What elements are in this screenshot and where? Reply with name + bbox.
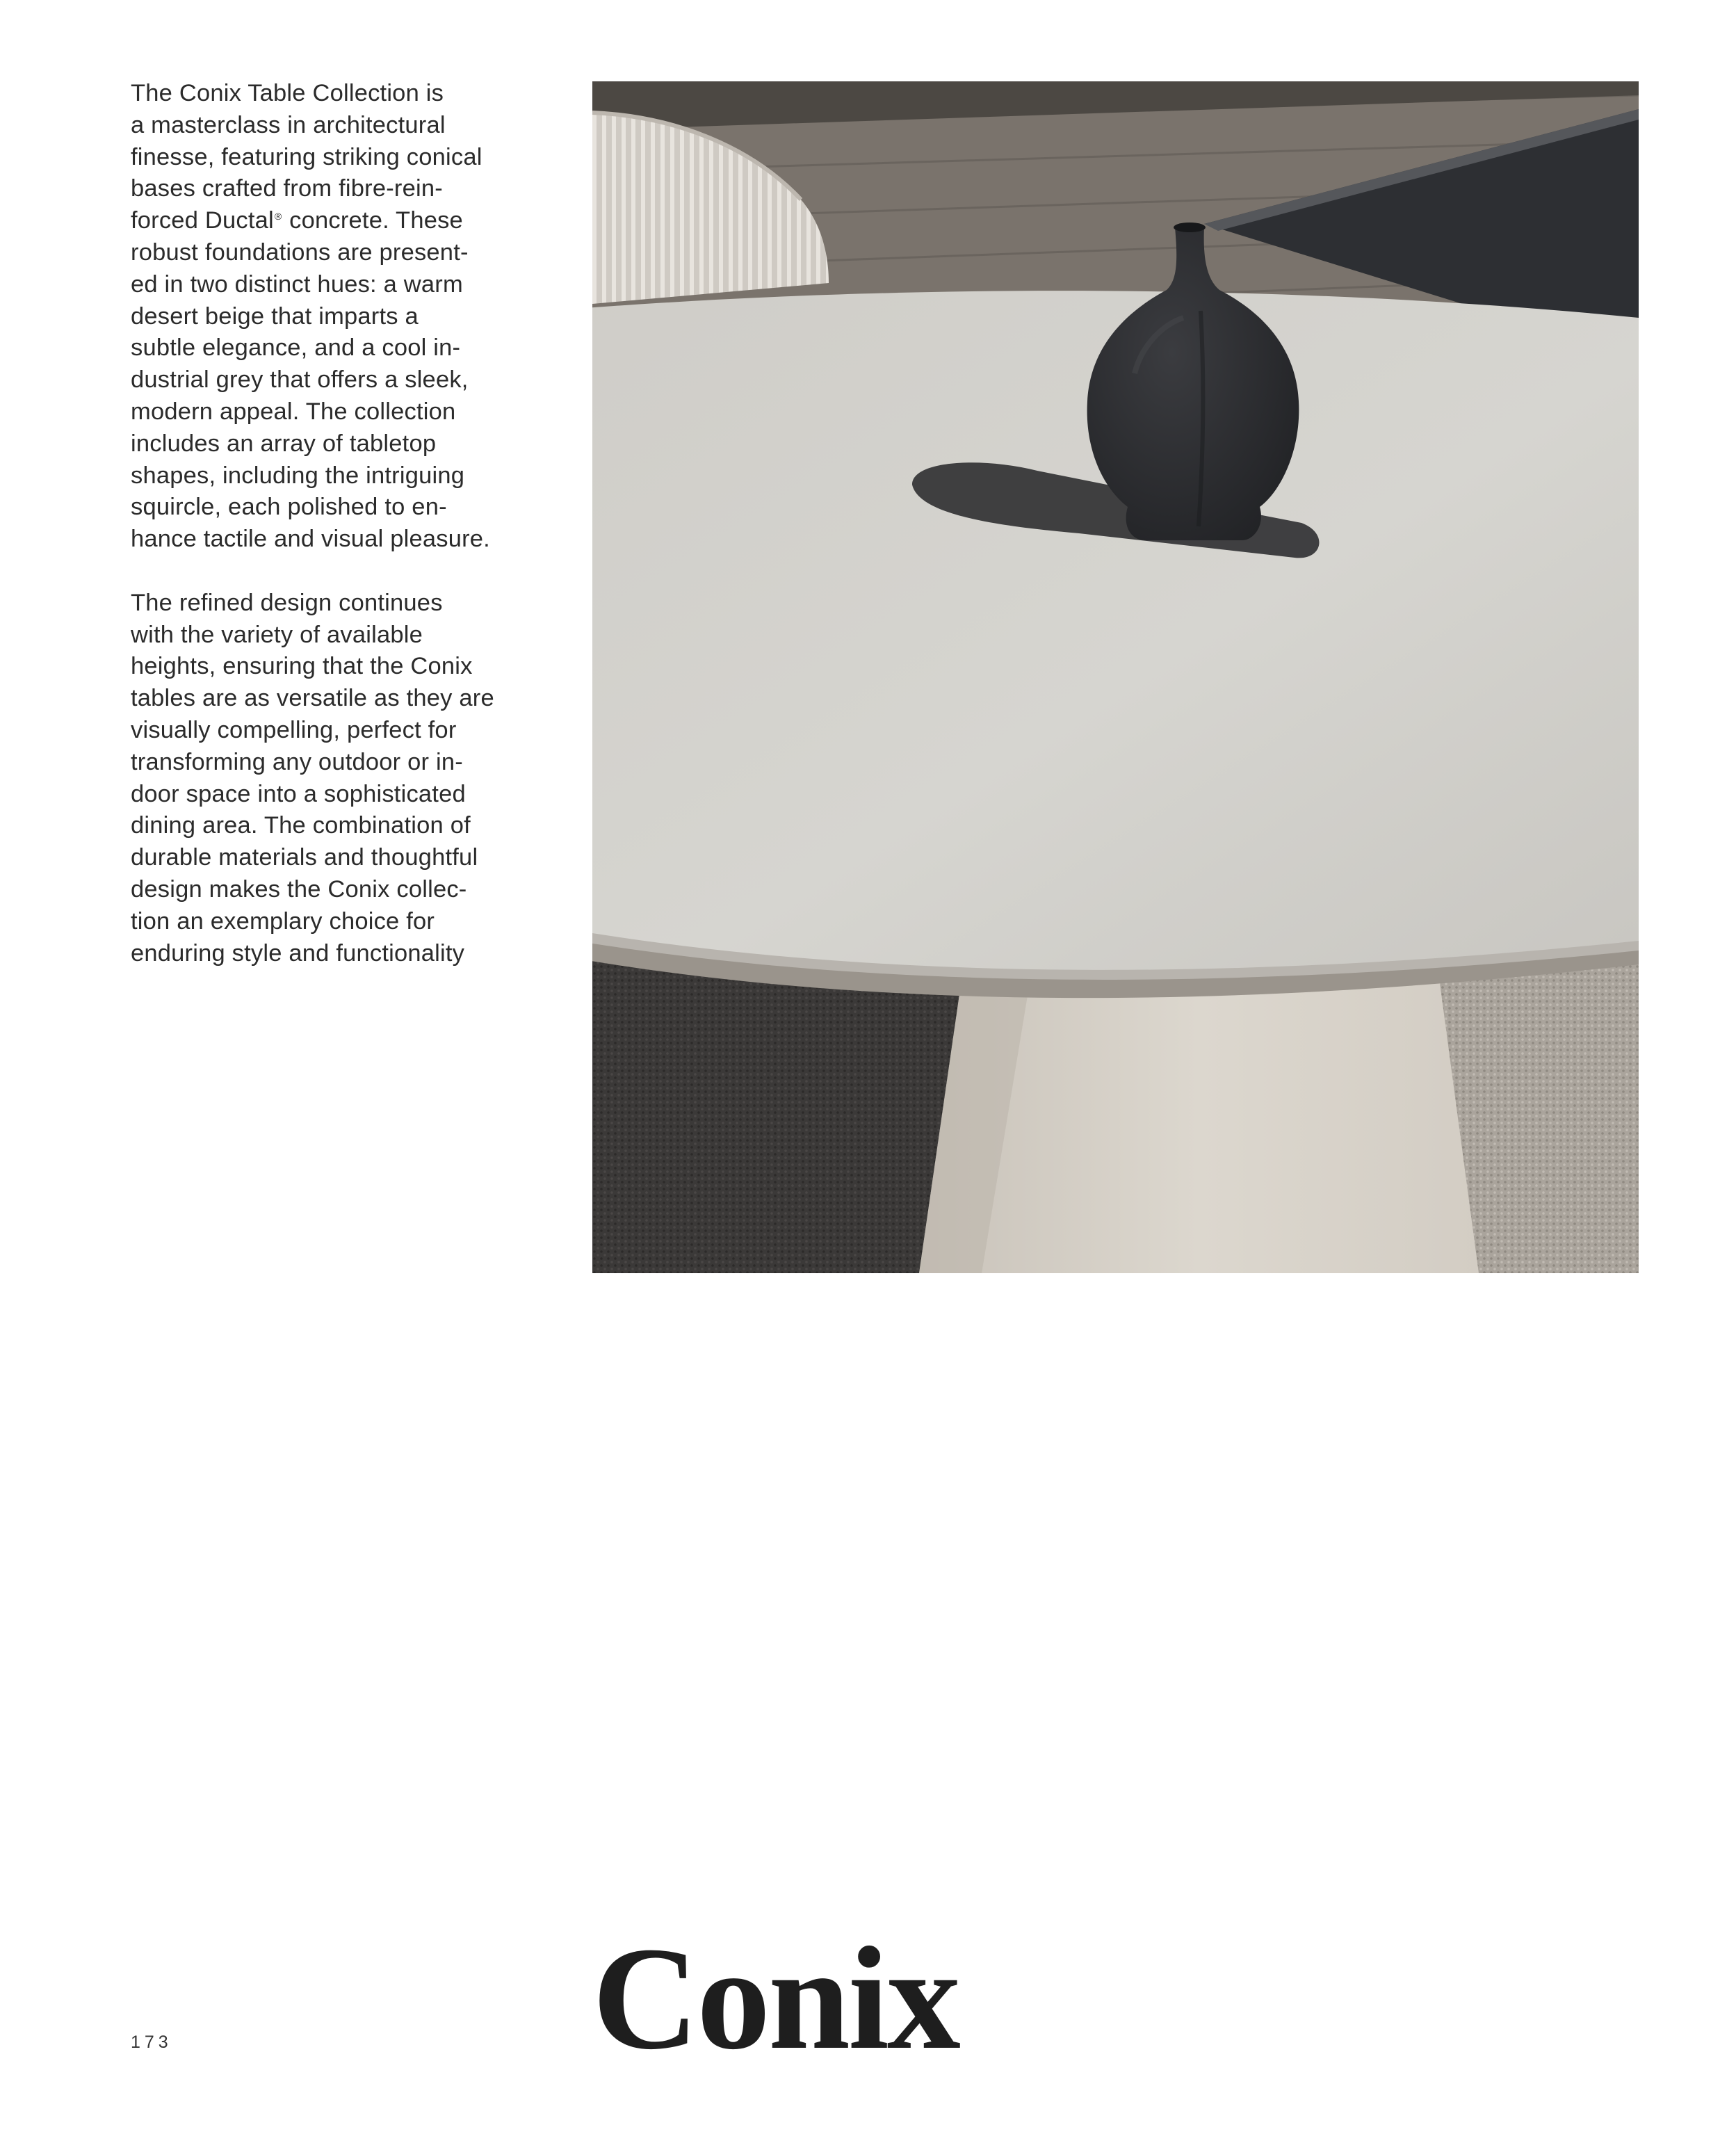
text-line: heights, ensuring that the Conix — [131, 653, 473, 680]
paragraph-1 — [131, 78, 555, 556]
brand-name: Conix — [592, 1916, 959, 2080]
page-number: 173 — [131, 2032, 172, 2052]
product-photo — [592, 81, 1639, 1273]
text-line: modern appeal. The collection — [131, 398, 456, 425]
text-line: a masterclass in architectural — [131, 111, 446, 138]
text-line: shapes, including the intriguing — [131, 462, 465, 489]
text-fragment: forced Ductal — [131, 207, 274, 234]
text-line: The refined design continues — [131, 589, 443, 616]
text-line: includes an array of tabletop — [131, 430, 437, 457]
text-line: subtle elegance, and a cool in- — [131, 334, 461, 362]
text-line: robust foundations are present- — [131, 239, 469, 266]
text-line: squircle, each polished to en- — [131, 494, 447, 521]
text-line: desert beige that imparts a — [131, 302, 419, 330]
text-line: durable materials and thoughtful — [131, 844, 478, 871]
text-line: transforming any outdoor or in- — [131, 748, 463, 775]
text-line: with the variety of available — [131, 621, 423, 648]
text-line: door space into a sophisticated — [131, 780, 466, 807]
paragraph-2 — [131, 588, 555, 970]
text-line: dustrial grey that offers a sleek, — [131, 366, 469, 394]
text-line: tion an exemplary choice for — [131, 907, 435, 935]
text-line: visually compelling, perfect for — [131, 716, 457, 743]
text-line: ed in two distinct hues: a warm — [131, 270, 463, 298]
text-line: enduring style and functionality — [131, 939, 465, 967]
text-line: hance tactile and visual pleasure. — [131, 526, 490, 553]
text-line: tables are as versatile as they are — [131, 685, 494, 712]
description-text — [131, 78, 555, 1001]
text-line: The Conix Table Collection is — [131, 80, 444, 106]
text-line — [131, 205, 555, 237]
registered-mark: ® — [274, 210, 282, 222]
text-line: dining area. The combination of — [131, 812, 471, 839]
product-photo-icon — [592, 81, 1639, 1273]
text-line: design makes the Conix collec- — [131, 875, 467, 903]
text-line: bases crafted from fibre-rein- — [131, 175, 443, 202]
text-line: finesse, featuring striking conical — [131, 143, 482, 170]
text-fragment: concrete. These — [282, 207, 463, 234]
